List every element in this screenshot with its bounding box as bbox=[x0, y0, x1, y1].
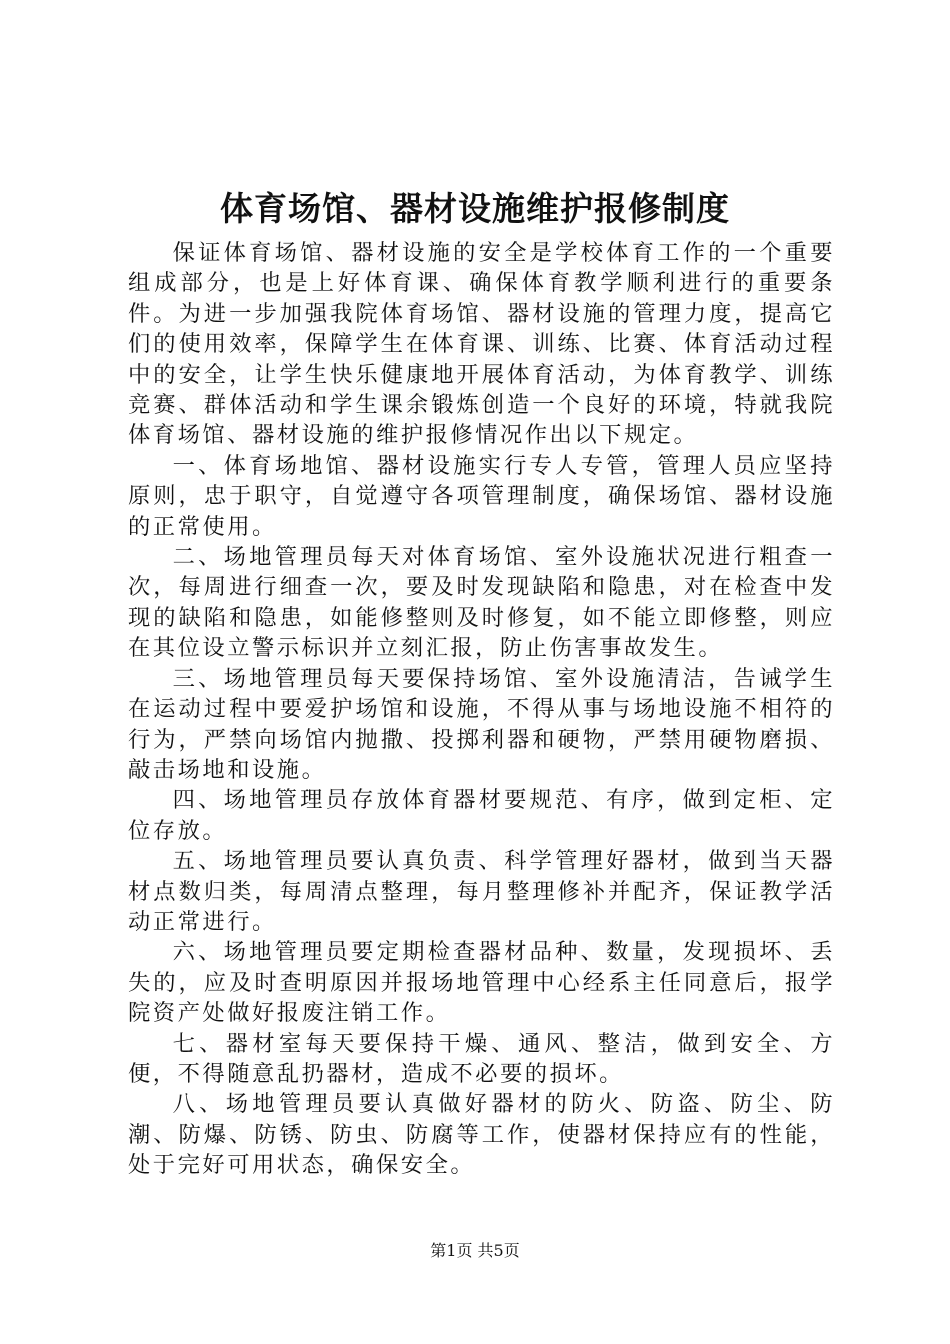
rule-1-paragraph: 一、体育场地馆、器材设施实行专人专管，管理人员应坚持原则，忠于职守，自觉遵守各项管理制度，确保场馆、器材设施的正常使用。 bbox=[128, 452, 835, 540]
document-body bbox=[128, 238, 835, 1181]
rule-4-paragraph: 四、场地管理员存放体育器材要规范、有序，做到定柜、定位存放。 bbox=[128, 787, 835, 844]
rule-6-paragraph: 六、场地管理员要定期检查器材品种、数量，发现损坏、丢失的，应及时查明原因并报场地管理中心经系主任同意后，报学院资产处做好报废注销工作。 bbox=[128, 939, 835, 1027]
rule-8-paragraph: 八、场地管理员要认真做好器材的防火、防盗、防尘、防潮、防爆、防锈、防虫、防腐等工作，使器材保持应有的性能，处于完好可用状态，确保安全。 bbox=[128, 1091, 835, 1179]
rule-3-paragraph: 三、场地管理员每天要保持场馆、室外设施清洁，告诫学生在运动过程中要爱护场馆和设施，不得从事与场地设施不相符的行为，严禁向场馆内抛撒、投掷利器和硬物，严禁用硬物磨损、敲击场地和设施。 bbox=[128, 665, 835, 783]
page-number: 第1页 共5页 bbox=[430, 1241, 520, 1260]
intro-paragraph: 保证体育场馆、器材设施的安全是学校体育工作的一个重要组成部分，也是上好体育课、确保体育教学顺利进行的重要条件。为进一步加强我院体育场馆、器材设施的管理力度，提高它们的使用效率，保障学生在体育课、训练、比赛、体育活动过程中的安全，让学生快乐健康地开展体育活动，为体育教学、训练竞赛、群体活动和学生课余锻炼创造一个良好的环境，特就我院体育场馆、器材设施的维护报修情况作出以下规定。 bbox=[128, 240, 835, 449]
document-title: 体育场馆、器材设施维护报修制度 bbox=[220, 189, 730, 228]
rule-5-paragraph: 五、场地管理员要认真负责、科学管理好器材，做到当天器材点数归类，每周清点整理，每月整理修补并配齐，保证教学活动正常进行。 bbox=[128, 848, 835, 935]
rule-7-paragraph: 七、器材室每天要保持干燥、通风、整洁，做到安全、方便，不得随意乱扔器材，造成不必要的损坏。 bbox=[128, 1030, 835, 1087]
rule-2-paragraph: 二、场地管理员每天对体育场馆、室外设施状况进行粗查一次，每周进行细查一次，要及时发现缺陷和隐患，对在检查中发现的缺陷和隐患，如能修整则及时修复，如不能立即修整，则应在其位设立警示标识并立刻汇报，防止伤害事故发生。 bbox=[128, 544, 835, 662]
